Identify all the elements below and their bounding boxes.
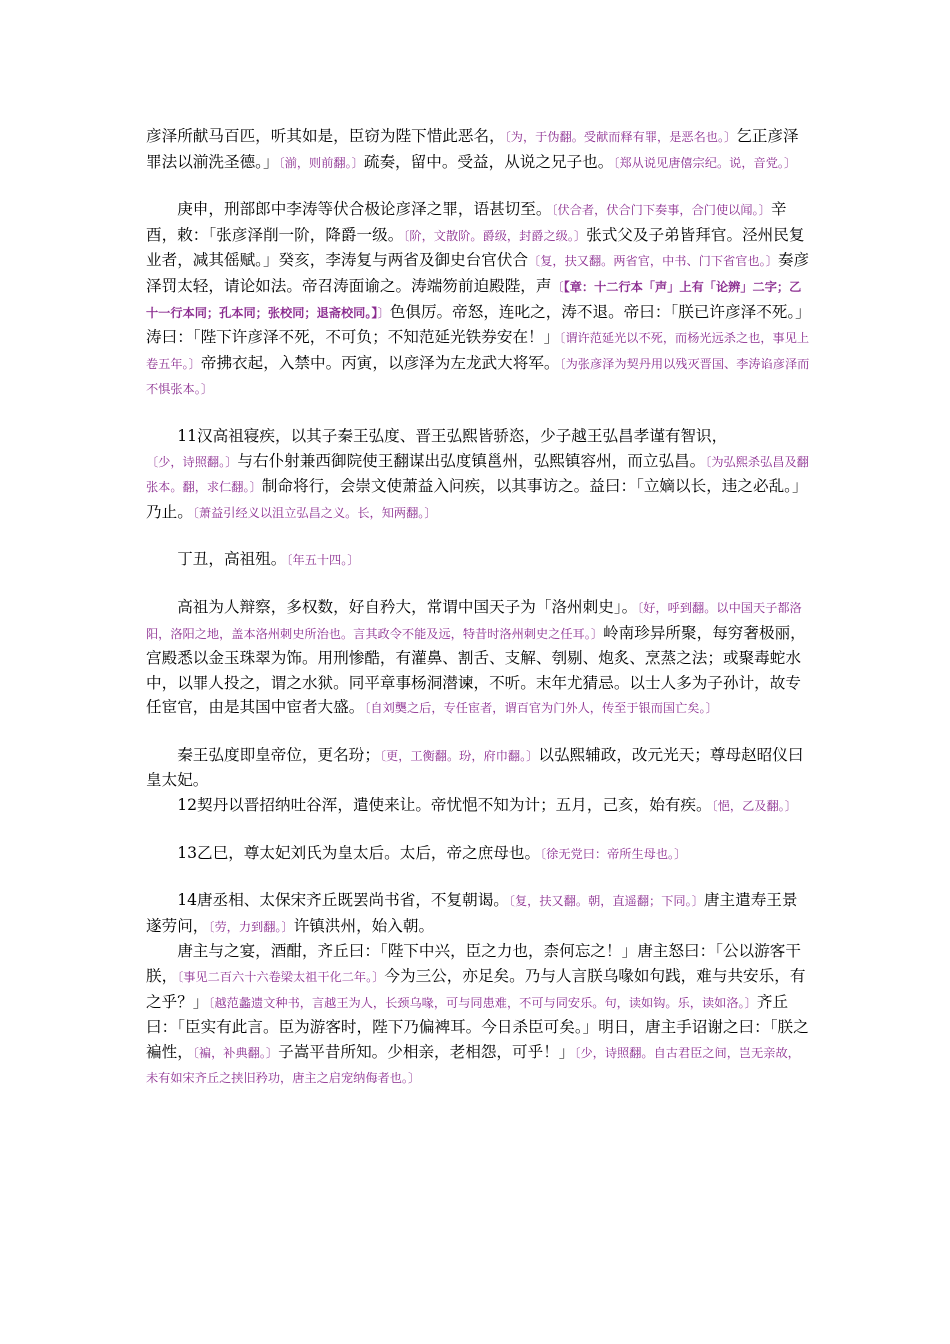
annotation-text: 〔萧益引经义以沮立弘昌之义。长，知两翻。〕 bbox=[192, 505, 437, 520]
annotation-text: 〕 bbox=[377, 305, 390, 320]
annotation-text: 〔悒，乙及翻。〕 bbox=[711, 799, 797, 814]
body-text: 帝拂衣起，入禁中。丙寅，以彦泽为左龙武大将军。 bbox=[200, 353, 560, 372]
annotation-text: 〔为，于伪翻。受献而释有罪，是恶名也。〕 bbox=[504, 130, 737, 144]
annotation-text: 〔复，扶又翻。两省官，中书、门下省官也。〕 bbox=[528, 254, 778, 269]
body-text: 彦泽所献马百匹，听其如是，臣窃为陛下惜此恶名， bbox=[146, 127, 505, 145]
annotation-text: 〔 bbox=[551, 279, 564, 294]
body-text: 高祖为人辩察，多权数，好自矜大，常谓中国天子为「洛州刺史」。 bbox=[177, 597, 638, 616]
body-text: 唐主遣寿王景遂劳问， bbox=[146, 891, 798, 935]
paragraph bbox=[146, 124, 810, 175]
body-text: 乞正彦泽罪法以湔洗圣德。」 bbox=[146, 127, 799, 171]
paragraph bbox=[146, 841, 810, 867]
annotation-text: 〔郑从说见唐僖宗纪。说，音党。〕 bbox=[613, 155, 797, 170]
body-text: 11汉高祖寝疾，以其子秦王弘度、晋王弘熙皆骄恣，少子越王弘昌孝谨有智识， bbox=[177, 426, 728, 445]
body-text: 齐丘曰：「臣实有此言。臣为游客时，陛下乃偏裨耳。今日杀臣可矣。」明日，唐主手诏谢之曰：「朕之褊性， bbox=[146, 992, 809, 1061]
annotation-text: 〔年五十四。〕 bbox=[286, 553, 360, 568]
paragraph bbox=[146, 424, 810, 525]
body-text: 14唐丞相、太保宋齐丘既罢尚书省，不复朝谒。 bbox=[177, 891, 509, 910]
annotation-text: 〔少，诗照翻。〕 bbox=[146, 454, 238, 469]
annotation-text: 〔越范蠡遗文种书，言越王为人，长颈乌喙，可与同患难，不可与同安乐。句，读如钩。乐，读如洛。〕 bbox=[208, 995, 757, 1010]
annotation-text: 〔阶，文散阶。爵级，封爵之级。〕 bbox=[403, 228, 587, 243]
paragraph bbox=[146, 595, 810, 721]
annotation-text: 〔自刘龑之后，专任宦者，谓百官为门外人，传至于银而国亡矣。〕 bbox=[364, 701, 718, 716]
annotation-text: 〔谓许范延光以不死，而杨光远杀之也，事见上卷五年。〕 bbox=[146, 331, 810, 371]
body-text: 色俱厉。帝怒，连叱之，涛不退。帝曰：「朕已许彦泽不死。」涛曰：「陛下许彦泽不死，不可负；不知范延光铁券安在！」 bbox=[146, 302, 803, 347]
body-text: 岭南珍异所聚，每穷奢极丽，宫殿悉以金玉珠翠为饰。用刑惨酷，有灌鼻、割舌、支解、刳剔、炮炙、烹蒸之法；或聚毒蛇水中，以罪人投之，谓之水狱。同平章事杨洞潜谏，不听。末年尤猜忌。以士人多为子孙计，故专任宦官，由是其国中宦者大盛。 bbox=[146, 623, 806, 717]
annotation-text: 〔少，诗照翻。自古君臣之间，岂无亲故，未有如宋齐丘之挟旧矜功，唐主之启宠纳侮者也。〕 bbox=[146, 1045, 800, 1086]
body-text: 子嵩平昔所知。少相亲，老相怨，可乎！」 bbox=[278, 1042, 575, 1061]
annotation-text: 〔伏合者，伏合门下奏事，合门使以闻。〕 bbox=[551, 203, 771, 218]
annotation-text: 〔更，工衡翻。玢，府巾翻。〕 bbox=[379, 748, 539, 763]
body-text: 今为三公，亦足矣。乃与人言朕乌喙如句践，难与共安乐，有之乎？」 bbox=[146, 967, 806, 1011]
annotation-text: 〔湔，则前翻。〕 bbox=[278, 155, 364, 170]
body-text: 庚申，刑部郎中李涛等伏合极论彦泽之罪，语甚切至。 bbox=[177, 200, 552, 219]
body-text: 制命将行，会崇文使萧益入问疾，以其事访之。益曰：「立嫡以长，违之必乱。」乃止。 bbox=[146, 477, 808, 521]
annotation-text: 〔徐无党曰：帝所生母也。〕 bbox=[540, 846, 687, 861]
body-text: 疏奏，留中。受益，从说之兄子也。 bbox=[363, 152, 614, 171]
body-text: 秦王弘度即皇帝位，更名玢； bbox=[177, 745, 380, 764]
paragraph bbox=[146, 547, 810, 573]
body-text: 许镇洪州，始入朝。 bbox=[293, 916, 435, 935]
paragraph bbox=[146, 743, 810, 793]
document-page bbox=[146, 124, 810, 1113]
annotation-text: 【章：十二行本「声」上有「论辨」二字；乙十一行本同；孔本同；张校同；退斋校同。】 bbox=[146, 279, 802, 320]
body-text: 12契丹以晋招纳吐谷浑，遣使来让。帝忧悒不知为计；五月，己亥，始有疾。 bbox=[177, 796, 712, 815]
body-text: 张式父及子弟皆拜官。泾州民复业者，减其傜赋。」癸亥，李涛复与两省及御史台官伏合 bbox=[146, 225, 805, 270]
paragraph bbox=[146, 939, 810, 1091]
paragraph bbox=[146, 793, 810, 819]
annotation-text: 〔为弘熙杀弘昌及翻张本。翻，求仁翻。〕 bbox=[146, 454, 809, 495]
body-text: 奏彦泽罚太轻，请论如法。帝召涛面谕之。涛端笏前迫殿陛，声 bbox=[146, 251, 810, 295]
body-text: 辛酉，敕：「张彦泽削一阶，降爵一级。 bbox=[146, 200, 787, 244]
annotation-text: 〔褊，补典翻。〕 bbox=[192, 1045, 279, 1060]
annotation-text: 〔事见二百六十六卷梁太祖干化二年。〕 bbox=[177, 970, 385, 985]
body-text: 丁丑，高祖殂。 bbox=[177, 550, 287, 569]
paragraph bbox=[146, 888, 810, 939]
paragraph bbox=[146, 197, 810, 402]
annotation-text: 〔劳，力到翻。〕 bbox=[208, 919, 294, 934]
annotation-text: 〔好，呼到翻。以中国天子都洛阳，洛阳之地，盖本洛州刺史所治也。言其政令不能及远，特昔时洛州刺史之任耳。〕 bbox=[146, 600, 802, 641]
body-text: 13乙巳，尊太妃刘氏为皇太后。太后，帝之庶母也。 bbox=[177, 843, 541, 862]
annotation-text: 〔为张彦泽为契丹用以残灭晋国、李涛谄彦泽而不惧张本。〕 bbox=[146, 356, 810, 397]
annotation-text: 〔复，扶又翻。朝，直遥翻；下同。〕 bbox=[508, 894, 704, 909]
body-text: 与右仆射兼西御院使王翻谋出弘度镇邕州，弘熙镇容州，而立弘昌。 bbox=[237, 451, 706, 470]
body-text: 唐主与之宴，酒酣，齐丘曰：「陛下中兴，臣之力也，柰何忘之！」唐主怒曰：「公以游客干朕， bbox=[146, 942, 801, 986]
body-text: 以弘熙辅政，改元光天；尊母赵昭仪曰皇太妃。 bbox=[146, 745, 804, 790]
